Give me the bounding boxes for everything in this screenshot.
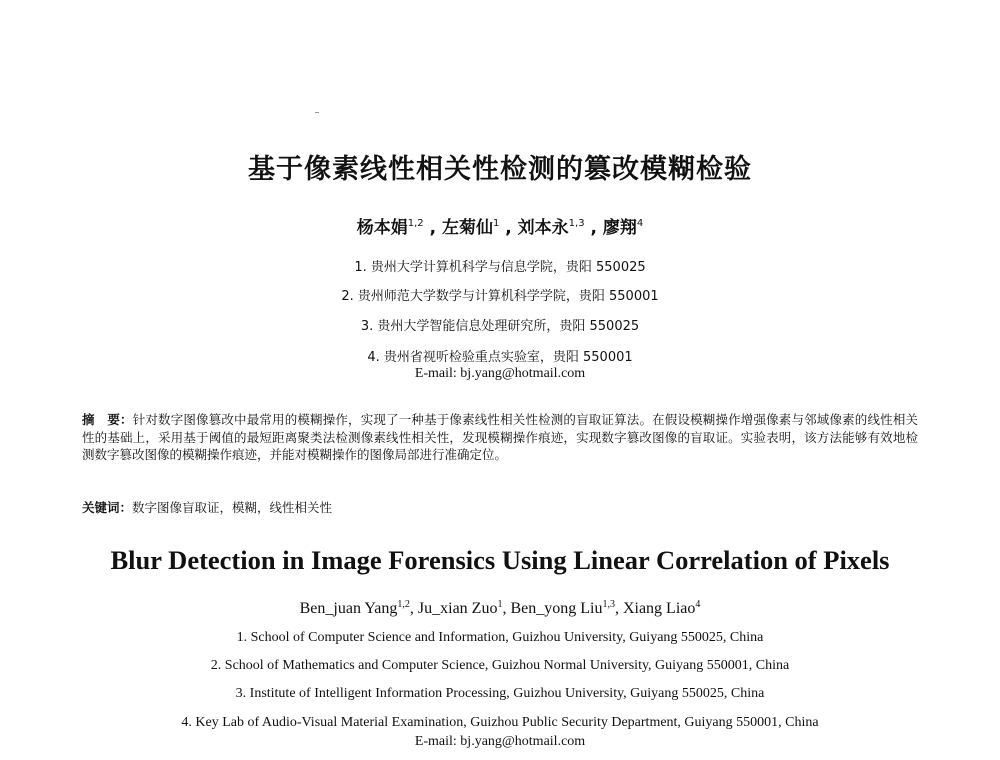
author-separator: , bbox=[429, 218, 437, 238]
chinese-affiliation-1: 1. 贵州大学计算机科学与信息学院，贵阳 550025 bbox=[354, 260, 646, 275]
chinese-affiliation-4: 4. 贵州省视听检验重点实验室，贵阳 550001 bbox=[367, 350, 633, 365]
abstract-text: 针对数字图像篡改中最常用的模糊操作，实现了一种基于像素线性相关性检测的盲取证算法。在假设模糊操作增强像素与邻域像素的线性相关性的基础上，采用基于阈值的最短距离聚类法检测像素线性相关性，发现模糊操作痕迹，实现数字篡改图像的盲取证。实验表明，该方法能够有效地检测数字篡改图像的模糊操作痕迹，并能对模糊操作的图像局部进行准确定位。 bbox=[82, 412, 918, 462]
author-affiliation-marker: 1 bbox=[492, 218, 500, 229]
english-affiliation-2: 2. School of Mathematics and Computer Science, Guizhou Normal University, Guiyang 550001, China bbox=[210, 658, 790, 673]
author-affiliation-marker: 4 bbox=[636, 218, 644, 229]
author-name: Ju_xian Zuo bbox=[417, 600, 498, 617]
author-name: 左菊仙 bbox=[441, 218, 493, 238]
author-name: 刘本永 bbox=[517, 218, 569, 238]
english-affiliation-1: 1. School of Computer Science and Information, Guizhou University, Guiyang 550025, China bbox=[236, 630, 764, 645]
chinese-abstract bbox=[82, 411, 918, 464]
chinese-affiliation-2: 2. 贵州师范大学数学与计算机科学学院，贵阳 550001 bbox=[341, 289, 659, 304]
author-name: 杨本娟 bbox=[356, 218, 408, 238]
author-affiliation-marker: 1,3 bbox=[568, 218, 585, 229]
keywords-label: 关键词： bbox=[82, 500, 133, 515]
chinese-keywords bbox=[82, 498, 332, 516]
abstract-label: 摘 要： bbox=[82, 412, 133, 427]
english-affiliation-3: 3. Institute of Intelligent Information Processing, Guizhou University, Guiyang 550025, China bbox=[235, 686, 765, 701]
author-name: Xiang Liao bbox=[622, 600, 696, 617]
english-affiliation-4: 4. Key Lab of Audio-Visual Material Examination, Guizhou Public Security Department, Guiyang 550001, China bbox=[181, 715, 819, 730]
author-affiliation-marker: 1,2 bbox=[397, 599, 410, 610]
chinese-title: 基于像素线性相关性检测的篡改模糊检验 bbox=[248, 154, 752, 185]
author-name: Ben_yong Liu bbox=[510, 600, 603, 617]
author-affiliation-marker: 4 bbox=[695, 599, 701, 610]
english-title: Blur Detection in Image Forensics Using Linear Correlation of Pixels bbox=[110, 545, 890, 575]
author-separator: , bbox=[590, 218, 597, 238]
author-affiliation-marker: 1,2 bbox=[407, 218, 424, 229]
author-affiliation-marker: 1,3 bbox=[602, 599, 615, 610]
author-name: Ben_juan Yang bbox=[299, 600, 398, 617]
chinese-email: E-mail: bj.yang@hotmail.com bbox=[414, 366, 586, 381]
scan-mark bbox=[315, 112, 319, 113]
author-separator: , bbox=[505, 218, 512, 238]
chinese-affiliation-3: 3. 贵州大学智能信息处理研究所，贵阳 550025 bbox=[360, 319, 640, 334]
chinese-authors bbox=[0, 213, 1000, 238]
english-email: E-mail: bj.yang@hotmail.com bbox=[414, 734, 586, 749]
english-authors: Ben_juan Yang$^{1,2}$, Ju_xian Zuo$^1$, Ben_yong Liu$^{1,3}$, Xiang Liao$^4$ bbox=[299, 599, 701, 617]
author-affiliation-marker: 1 bbox=[497, 599, 503, 610]
keywords-text: 数字图像盲取证，模糊，线性相关性 bbox=[132, 500, 333, 515]
author-name: 廖翔 bbox=[602, 218, 637, 238]
